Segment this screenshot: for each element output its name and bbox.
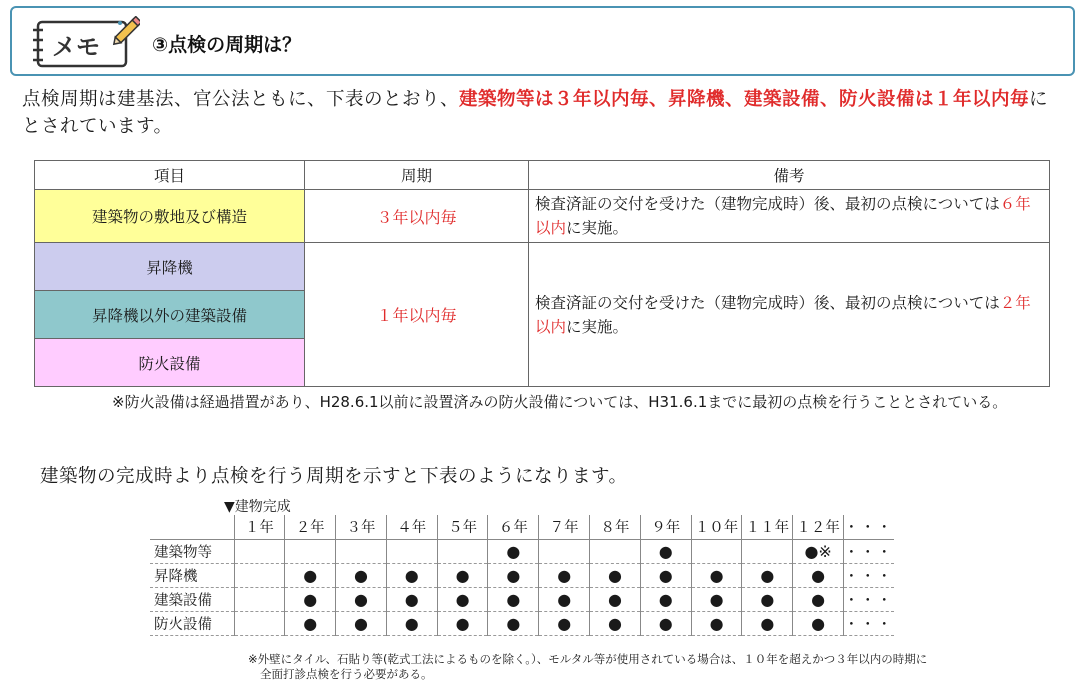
- schedule-row-label: 昇降機: [150, 563, 234, 587]
- schedule-mark: ●: [640, 563, 691, 587]
- schedule-mark: ●: [691, 587, 742, 611]
- schedule-mark: ●: [590, 587, 641, 611]
- table-row: [35, 243, 1050, 291]
- schedule-mark: ●: [742, 563, 793, 587]
- schedule-mark: ●: [336, 611, 387, 635]
- schedule-header-row: [150, 515, 894, 539]
- schedule-mark: ●: [539, 611, 590, 635]
- schedule-mark: ●: [640, 539, 691, 563]
- schedule-mark: ●: [488, 539, 539, 563]
- schedule-mark: [285, 539, 336, 563]
- schedule-continued: ・・・: [844, 587, 894, 611]
- memo-notepad-icon: [30, 16, 140, 70]
- note-text: 検査済証の交付を受けた（建物完成時）後、最初の点検については: [535, 293, 1000, 312]
- schedule-row: [150, 587, 894, 611]
- schedule-mark: ●: [590, 611, 641, 635]
- tile-inspection-footnote: ※外壁にタイル、石貼り等(乾式工法によるものを除く。）、モルタル等が使用されている場合は、１０年を超えかつ３年以内の時期に全面打診点検を行う必要がある。: [248, 652, 928, 681]
- schedule-mark: ●: [793, 611, 844, 635]
- schedule-corner: [150, 515, 234, 539]
- year-header: １年: [234, 515, 285, 539]
- schedule-mark: ●: [590, 563, 641, 587]
- schedule-mark: [386, 539, 437, 563]
- year-header: １１年: [742, 515, 793, 539]
- schedule-mark: ●: [386, 587, 437, 611]
- inspection-cycle-table: [34, 160, 1050, 387]
- schedule-mark: [234, 611, 285, 635]
- schedule-row: [150, 563, 894, 587]
- note-highlight: ２年以内: [535, 293, 1031, 336]
- schedule-mark: ●: [386, 611, 437, 635]
- schedule-row: [150, 611, 894, 635]
- schedule-mark: ●: [336, 563, 387, 587]
- schedule-mark: ●: [793, 563, 844, 587]
- schedule-mark: ●: [691, 611, 742, 635]
- year-header: ７年: [539, 515, 590, 539]
- schedule-mark: [234, 587, 285, 611]
- schedule-mark: ●: [793, 587, 844, 611]
- note-highlight: ６年以内: [535, 195, 1031, 237]
- year-header: ８年: [590, 515, 641, 539]
- year-header: ２年: [285, 515, 336, 539]
- schedule-mark: ●: [336, 587, 387, 611]
- schedule-body: [150, 539, 894, 635]
- intro-paragraph: [22, 86, 1062, 140]
- item-elevator: 昇降機: [35, 243, 305, 291]
- schedule-row-label: 建築設備: [150, 587, 234, 611]
- item-fire-equipment: 防火設備: [35, 339, 305, 387]
- schedule-continued: ・・・: [844, 563, 894, 587]
- note-text: に実施。: [566, 317, 629, 336]
- completion-marker: ▼建物完成: [224, 499, 291, 515]
- note-text: 検査済証の交付を受けた（建物完成時）後、最初の点検については: [535, 195, 1000, 213]
- schedule-mark: ●: [488, 587, 539, 611]
- schedule-mark: ●: [539, 587, 590, 611]
- fire-equipment-footnote: ※防火設備は経過措置があり、H28.6.1以前に設置済みの防火設備については、H31.6.1までに最初の点検を行うこととされている。: [112, 393, 1008, 411]
- schedule-mark: [742, 539, 793, 563]
- schedule-row: [150, 539, 894, 563]
- schedule-continued: ・・・: [844, 539, 894, 563]
- year-header: ４年: [386, 515, 437, 539]
- memo-header: [10, 6, 1075, 76]
- schedule-mark: ●: [640, 587, 691, 611]
- svg-text:メモ: メモ: [52, 33, 100, 61]
- schedule-mark: [539, 539, 590, 563]
- year-header: １０年: [691, 515, 742, 539]
- item-building: 建築物の敷地及び構造: [35, 190, 305, 243]
- schedule-mark: ●: [488, 563, 539, 587]
- schedule-mark: [691, 539, 742, 563]
- schedule-mark: ●: [488, 611, 539, 635]
- schedule-continued: ・・・: [844, 611, 894, 635]
- schedule-mark: ●: [437, 587, 488, 611]
- schedule-mark: ●: [285, 587, 336, 611]
- inspection-schedule-grid: [150, 515, 894, 636]
- schedule-mark: [234, 563, 285, 587]
- cycle-equipment: １年以内毎: [305, 243, 529, 387]
- year-header: ３年: [336, 515, 387, 539]
- note-text: に実施。: [566, 219, 629, 237]
- table-header-row: [35, 161, 1050, 190]
- schedule-mark: ●: [386, 563, 437, 587]
- table-row: [35, 190, 1050, 243]
- schedule-mark: ●: [285, 563, 336, 587]
- cycle-building: ３年以内毎: [305, 190, 529, 243]
- item-building-equipment: 昇降機以外の建築設備: [35, 291, 305, 339]
- schedule-subtitle: 建築物の完成時より点検を行う周期を示すと下表のようになります。: [40, 466, 628, 487]
- schedule-row-label: 建築物等: [150, 539, 234, 563]
- schedule-mark: ●: [539, 563, 590, 587]
- schedule-mark: ●: [640, 611, 691, 635]
- intro-text-2: にとされています。: [22, 89, 1049, 137]
- schedule-mark: [336, 539, 387, 563]
- schedule-mark: [590, 539, 641, 563]
- year-header: ５年: [437, 515, 488, 539]
- header-item: 項目: [35, 161, 305, 190]
- year-header: ６年: [488, 515, 539, 539]
- header-note: 備考: [529, 161, 1050, 190]
- year-header: ９年: [640, 515, 691, 539]
- intro-text-1: 点検周期は建基法、官公法ともに、下表のとおり、: [22, 89, 460, 110]
- note-building: [529, 190, 1050, 243]
- schedule-mark: ●: [285, 611, 336, 635]
- schedule-row-label: 防火設備: [150, 611, 234, 635]
- schedule-mark: ●※: [793, 539, 844, 563]
- year-header: １２年: [793, 515, 844, 539]
- schedule-mark: [234, 539, 285, 563]
- schedule-mark: ●: [437, 563, 488, 587]
- note-equipment: [529, 243, 1050, 387]
- intro-text-highlight: 建築物等は３年以内毎、昇降機、建築設備、防火設備は１年以内毎: [459, 89, 1030, 110]
- year-header-continued: ・・・: [844, 515, 894, 539]
- schedule-mark: ●: [742, 611, 793, 635]
- schedule-mark: ●: [742, 587, 793, 611]
- schedule-mark: ●: [437, 611, 488, 635]
- header-title: ③点検の周期は？: [152, 34, 302, 56]
- header-cycle: 周期: [305, 161, 529, 190]
- schedule-mark: ●: [691, 563, 742, 587]
- schedule-mark: [437, 539, 488, 563]
